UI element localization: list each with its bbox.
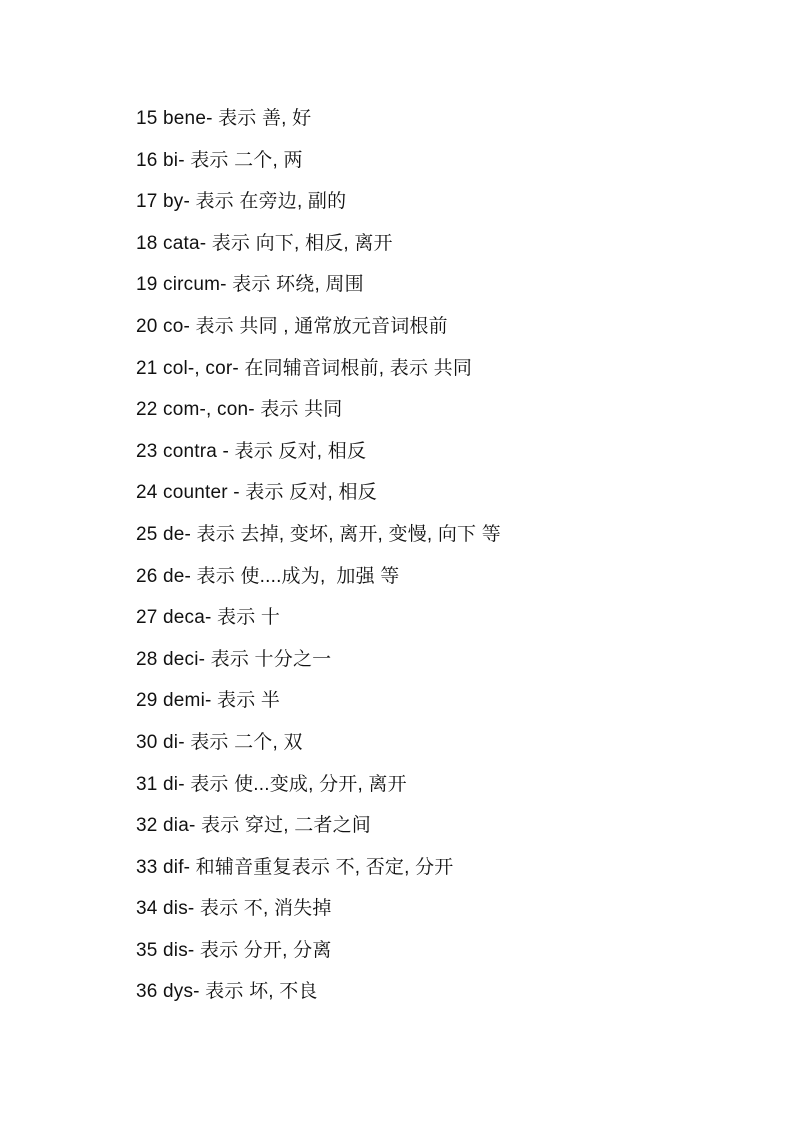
list-item: 28 deci- 表示 十分之一 [136, 648, 332, 670]
list-item: 31 di- 表示 使...变成, 分开, 离开 [136, 773, 407, 795]
list-item: 25 de- 表示 去掉, 变坏, 离开, 变慢, 向下 等 [136, 523, 501, 545]
list-item: 23 contra - 表示 反对, 相反 [136, 440, 367, 462]
list-item: 16 bi- 表示 二个, 两 [136, 149, 303, 171]
list-item: 27 deca- 表示 十 [136, 607, 281, 629]
list-item: 36 dys- 表示 坏, 不良 [136, 981, 318, 1003]
list-item: 34 dis- 表示 不, 消失掉 [136, 898, 332, 920]
list-item: 29 demi- 表示 半 [136, 690, 281, 712]
list-item: 21 col-, cor- 在同辅音词根前, 表示 共同 [136, 357, 473, 379]
list-item: 20 co- 表示 共同 , 通常放元音词根前 [136, 315, 448, 337]
list-item: 30 di- 表示 二个, 双 [136, 731, 303, 753]
list-item: 22 com-, con- 表示 共同 [136, 399, 343, 421]
list-item: 19 circum- 表示 环绕, 周围 [136, 274, 364, 296]
list-item: 32 dia- 表示 穿过, 二者之间 [136, 815, 372, 837]
list-item: 15 bene- 表示 善, 好 [136, 108, 312, 129]
list-item: 24 counter - 表示 反对, 相反 [136, 482, 377, 504]
list-item: 18 cata- 表示 向下, 相反, 离开 [136, 232, 393, 254]
list-item: 17 by- 表示 在旁边, 副的 [136, 191, 347, 213]
list-item: 26 de- 表示 使....成为, 加强 等 [136, 565, 400, 587]
prefix-list [136, 105, 501, 1020]
list-item: 33 dif- 和辅音重复表示 不, 否定, 分开 [136, 856, 454, 878]
list-item: 35 dis- 表示 分开, 分离 [136, 939, 332, 961]
